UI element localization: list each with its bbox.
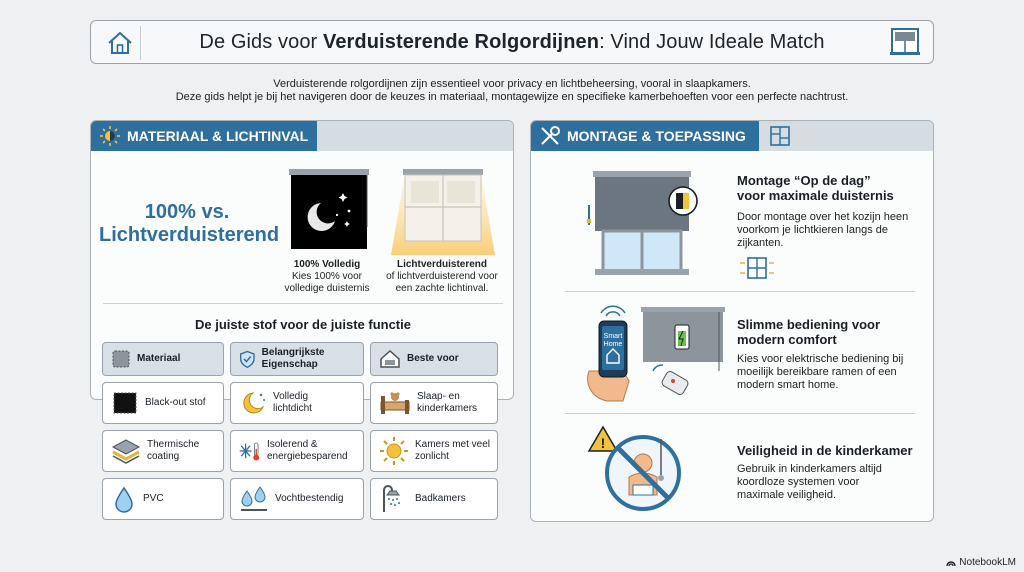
table-cell (230, 478, 364, 520)
full-blackout-line-1: Kies 100% voor (291, 271, 363, 282)
item2-title-line-1: Slimme bediening voor (737, 317, 881, 332)
blackout-window-illustration (287, 167, 371, 253)
item3-title (737, 443, 933, 458)
outside-mount-illustration (587, 165, 719, 279)
material-panel-header (91, 121, 317, 151)
divider (565, 291, 915, 292)
item3-body-line-2: koordloze systemen voor (737, 476, 860, 488)
title-bold: Verduisterende Rolgordijnen (322, 30, 600, 53)
compare-line-2: Lichtverduisterend (99, 224, 280, 246)
material-panel-title: MATERIAAL & LICHTINVAL (127, 128, 309, 144)
item1-body-line-2: voorkom je lichtkieren langs de (737, 224, 889, 236)
phone-label-line-2: Home (603, 341, 623, 348)
item1-body (737, 211, 927, 250)
layout-icon (769, 125, 791, 147)
item2-body (737, 353, 927, 392)
sun-icon (99, 125, 121, 147)
table-cell (102, 382, 224, 424)
light-filtering-caption (377, 259, 507, 295)
divider (565, 413, 915, 414)
drop-icon (111, 485, 137, 513)
header-best-for: Beste voor (407, 353, 459, 364)
mounting-panel (530, 120, 934, 522)
row2-property: Isolerend & energiebesparend (267, 439, 348, 462)
home-icon (106, 30, 134, 56)
row1-best-for: Slaap- en kinderkamers (417, 391, 478, 414)
fabric-icon (111, 349, 131, 369)
item1-body-line-3: zijkanten. (737, 237, 784, 249)
row3-material: PVC (143, 493, 164, 504)
smart-control-illustration (583, 301, 729, 405)
child-safety-illustration (587, 423, 687, 515)
mounting-panel-title: MONTAGE & TOEPASSING (567, 128, 746, 144)
full-blackout-line-2: volledige duisternis (284, 283, 370, 294)
blackout-fabric-icon (111, 390, 139, 416)
bed-icon (379, 390, 411, 416)
table-cell (230, 430, 364, 472)
item2-title (737, 317, 927, 347)
phone-label-line-1: Smart (603, 333, 623, 340)
svg-text:!: ! (600, 435, 606, 451)
item3-body-line-1: Gebruik in kinderkamers altijd (737, 463, 882, 475)
layers-icon (111, 437, 141, 465)
room-icon (379, 349, 401, 369)
light-filtering-line-2: een zachte lichtinval. (395, 283, 489, 294)
tools-icon (539, 125, 561, 147)
table-header-cell (230, 342, 364, 376)
header-material: Materiaal (137, 353, 181, 364)
table-cell (370, 478, 498, 520)
compare-line-1: 100% vs. (144, 201, 230, 223)
row3-best-for: Badkamers (415, 493, 466, 504)
intro-line-1: Verduisterende rolgordijnen zijn essentieel voor privacy en lichtbeheersing, vooral in slaapkamers. (273, 78, 751, 90)
intro-line-2: Deze gids helpt je bij het navigeren door de keuzes in materiaal, montagewijze en specifieke kamerbehoeften voor een perfecte nachtrust. (175, 91, 849, 103)
table-cell (370, 382, 498, 424)
full-blackout-caption (275, 259, 379, 295)
header-strip (317, 121, 513, 151)
light-filtering-line-1: of lichtverduisterend voor (386, 271, 498, 282)
mounting-panel-header (531, 121, 759, 151)
item3-title-line-1: Veiligheid in de kinderkamer (737, 443, 913, 458)
full-blackout-title: 100% Volledig (293, 259, 361, 270)
title-bar (90, 20, 934, 64)
page-title (199, 31, 824, 54)
item2-body-line-3: modern smart home. (737, 379, 839, 391)
home-button[interactable] (99, 26, 141, 60)
table-cell (230, 382, 364, 424)
item3-body (737, 463, 927, 502)
shield-icon (239, 348, 256, 370)
table-header-cell (370, 342, 498, 376)
item1-title-line-1: Montage “Op de dag” (737, 173, 871, 188)
item1-body-line-1: Door montage over het kozijn heen (737, 211, 909, 223)
title-suffix: : Vind Jouw Ideale Match (599, 30, 825, 53)
row3-property: Vochtbestendig (275, 493, 344, 504)
header-strip (759, 121, 933, 151)
table-cell (102, 430, 224, 472)
item1-title-line-2: voor maximale duisternis (737, 188, 894, 203)
drops-icon (239, 485, 269, 513)
item2-title-line-2: modern comfort (737, 332, 837, 347)
item2-body-line-1: Kies voor elektrische bediening bij (737, 353, 904, 365)
table-header-cell (102, 342, 224, 376)
phone-label (602, 333, 624, 349)
section-title: De juiste stof voor de juiste functie (195, 317, 411, 332)
item2-body-line-2: moeilijk bereikbare ramen of een (737, 366, 897, 378)
header-property: Belangrijkste Eigenschap (261, 347, 325, 370)
light-filtering-title: Lichtverduisterend (396, 259, 488, 270)
shower-icon (379, 484, 409, 514)
table-cell (370, 430, 498, 472)
brand-logo (946, 557, 1016, 568)
divider (103, 303, 503, 304)
row2-material: Thermische coating (147, 439, 200, 462)
window-icon (887, 25, 923, 59)
table-cell (102, 478, 224, 520)
title-prefix: De Gids voor (199, 30, 323, 53)
item1-title (737, 173, 927, 203)
item3-body-line-3: maximale veiligheid. (737, 489, 837, 501)
notebooklm-icon (946, 559, 956, 567)
row1-material: Black-out stof (145, 397, 206, 408)
sun-icon (379, 436, 409, 466)
intro-text (150, 78, 874, 104)
brand-text: NotebookLM (959, 557, 1016, 568)
light-filtering-window-illustration (391, 167, 495, 257)
moon-icon (239, 389, 267, 417)
row1-property: Volledig lichtdicht (273, 391, 312, 414)
compare-heading (99, 201, 280, 247)
snowflake-thermometer-icon (239, 437, 261, 465)
window-sun-icon (737, 255, 777, 281)
row2-best-for: Kamers met veel zonlicht (415, 439, 491, 462)
